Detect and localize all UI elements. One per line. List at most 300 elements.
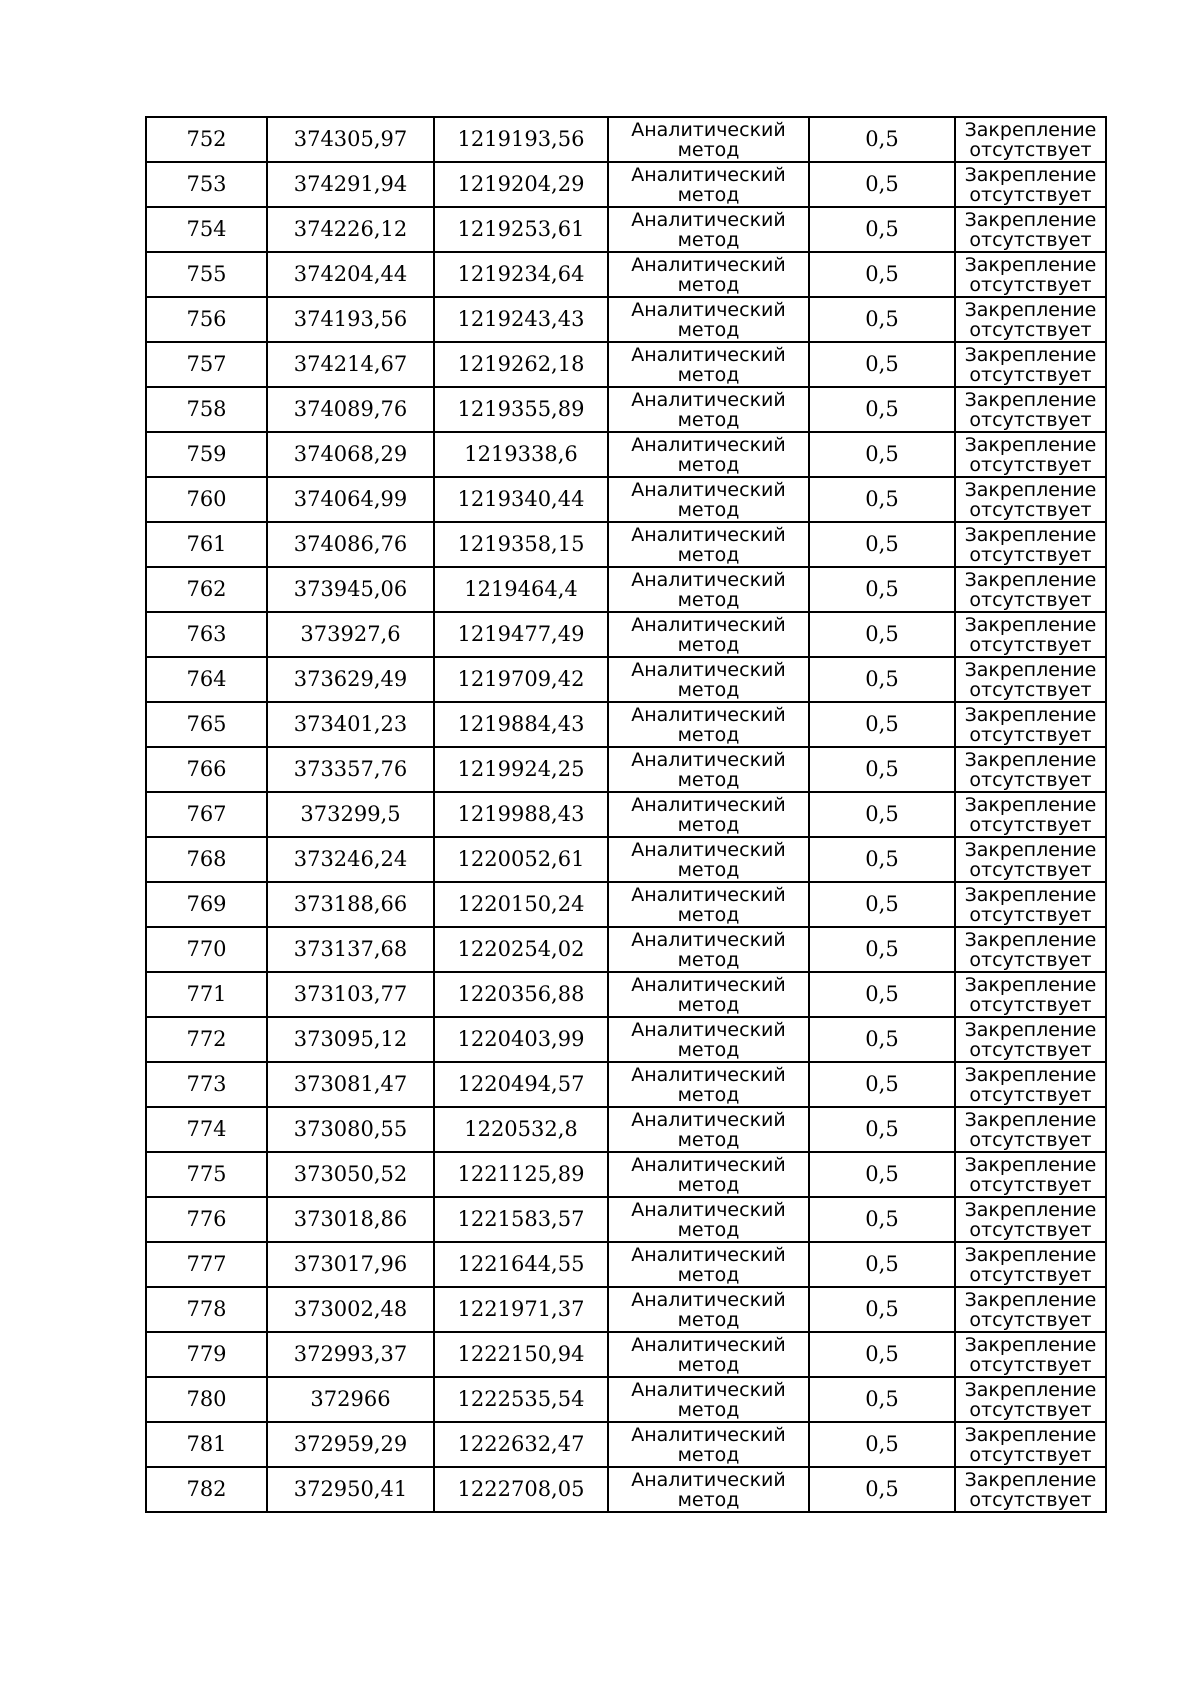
y-coordinate-cell: 1220532,8 <box>434 1107 608 1152</box>
method-text-line: метод <box>677 318 740 341</box>
fixing-cell <box>955 297 1106 342</box>
y-coordinate-cell: 1219253,61 <box>434 207 608 252</box>
fixing-text-line: Закрепление <box>964 658 1097 681</box>
method-cell <box>608 1062 809 1107</box>
x-coordinate-cell: 373018,86 <box>267 1197 434 1242</box>
point-number-cell: 781 <box>146 1422 267 1467</box>
method-text-line: метод <box>677 408 740 431</box>
method-text-line: метод <box>677 1308 740 1331</box>
accuracy-cell: 0,5 <box>809 1152 955 1197</box>
method-text-line: метод <box>677 1398 740 1421</box>
method-text-line: метод <box>677 273 740 296</box>
table-row <box>146 747 1106 792</box>
method-cell <box>608 522 809 567</box>
y-coordinate-cell: 1220052,61 <box>434 837 608 882</box>
fixing-text-line: Закрепление <box>964 1018 1097 1041</box>
y-coordinate-cell: 1219338,6 <box>434 432 608 477</box>
x-coordinate-cell: 373188,66 <box>267 882 434 927</box>
accuracy-cell: 0,5 <box>809 252 955 297</box>
table-row <box>146 387 1106 432</box>
accuracy-cell: 0,5 <box>809 1332 955 1377</box>
accuracy-cell: 0,5 <box>809 702 955 747</box>
y-coordinate-cell: 1219193,56 <box>434 117 608 162</box>
table-row <box>146 207 1106 252</box>
fixing-text-line: отсутствует <box>969 1263 1092 1286</box>
method-cell <box>608 1152 809 1197</box>
x-coordinate-cell: 373299,5 <box>267 792 434 837</box>
method-cell <box>608 297 809 342</box>
fixing-text-line: Закрепление <box>964 1468 1097 1491</box>
fixing-cell <box>955 1107 1106 1152</box>
method-cell <box>608 162 809 207</box>
y-coordinate-cell: 1219464,4 <box>434 567 608 612</box>
accuracy-cell: 0,5 <box>809 567 955 612</box>
method-cell <box>608 1287 809 1332</box>
method-text-line: Аналитический <box>631 658 786 681</box>
fixing-text-line: отсутствует <box>969 453 1092 476</box>
fixing-cell <box>955 387 1106 432</box>
fixing-text-line: отсутствует <box>969 228 1092 251</box>
fixing-text-line: Закрепление <box>964 703 1097 726</box>
x-coordinate-cell: 373080,55 <box>267 1107 434 1152</box>
x-coordinate-cell: 373002,48 <box>267 1287 434 1332</box>
y-coordinate-cell: 1221644,55 <box>434 1242 608 1287</box>
accuracy-cell: 0,5 <box>809 1287 955 1332</box>
fixing-cell <box>955 207 1106 252</box>
method-text-line: Аналитический <box>631 748 786 771</box>
accuracy-cell: 0,5 <box>809 837 955 882</box>
method-text-line: метод <box>677 1173 740 1196</box>
point-number-cell: 766 <box>146 747 267 792</box>
point-number-cell: 777 <box>146 1242 267 1287</box>
fixing-cell <box>955 1422 1106 1467</box>
method-text-line: Аналитический <box>631 928 786 951</box>
y-coordinate-cell: 1219340,44 <box>434 477 608 522</box>
method-cell <box>608 927 809 972</box>
method-cell <box>608 882 809 927</box>
accuracy-cell: 0,5 <box>809 207 955 252</box>
fixing-text-line: отсутствует <box>969 1353 1092 1376</box>
method-text-line: метод <box>677 1263 740 1286</box>
fixing-cell <box>955 432 1106 477</box>
method-text-line: Аналитический <box>631 298 786 321</box>
accuracy-cell: 0,5 <box>809 1107 955 1152</box>
accuracy-cell: 0,5 <box>809 792 955 837</box>
x-coordinate-cell: 372966 <box>267 1377 434 1422</box>
fixing-cell <box>955 162 1106 207</box>
x-coordinate-cell: 373095,12 <box>267 1017 434 1062</box>
point-number-cell: 768 <box>146 837 267 882</box>
method-text-line: метод <box>677 588 740 611</box>
fixing-text-line: отсутствует <box>969 813 1092 836</box>
table-row <box>146 1197 1106 1242</box>
table-row <box>146 297 1106 342</box>
y-coordinate-cell: 1222708,05 <box>434 1467 608 1512</box>
method-cell <box>608 1377 809 1422</box>
method-text-line: Аналитический <box>631 1468 786 1491</box>
point-number-cell: 759 <box>146 432 267 477</box>
method-text-line: Аналитический <box>631 838 786 861</box>
fixing-cell <box>955 1287 1106 1332</box>
x-coordinate-cell: 374086,76 <box>267 522 434 567</box>
method-text-line: Аналитический <box>631 793 786 816</box>
table-row <box>146 1242 1106 1287</box>
fixing-text-line: отсутствует <box>969 498 1092 521</box>
fixing-text-line: Закрепление <box>964 388 1097 411</box>
x-coordinate-cell: 373927,6 <box>267 612 434 657</box>
accuracy-cell: 0,5 <box>809 747 955 792</box>
fixing-text-line: отсутствует <box>969 183 1092 206</box>
method-text-line: метод <box>677 813 740 836</box>
point-number-cell: 782 <box>146 1467 267 1512</box>
x-coordinate-cell: 374305,97 <box>267 117 434 162</box>
table-row <box>146 432 1106 477</box>
table-row <box>146 702 1106 747</box>
fixing-text-line: Закрепление <box>964 523 1097 546</box>
x-coordinate-cell: 374204,44 <box>267 252 434 297</box>
fixing-cell <box>955 792 1106 837</box>
fixing-cell <box>955 612 1106 657</box>
accuracy-cell: 0,5 <box>809 1422 955 1467</box>
fixing-text-line: отсутствует <box>969 1443 1092 1466</box>
accuracy-cell: 0,5 <box>809 387 955 432</box>
y-coordinate-cell: 1222150,94 <box>434 1332 608 1377</box>
method-text-line: метод <box>677 363 740 386</box>
x-coordinate-cell: 373103,77 <box>267 972 434 1017</box>
method-text-line: Аналитический <box>631 1243 786 1266</box>
accuracy-cell: 0,5 <box>809 657 955 702</box>
fixing-cell <box>955 522 1106 567</box>
method-cell <box>608 252 809 297</box>
fixing-text-line: Закрепление <box>964 343 1097 366</box>
method-text-line: Аналитический <box>631 523 786 546</box>
accuracy-cell: 0,5 <box>809 1062 955 1107</box>
x-coordinate-cell: 373401,23 <box>267 702 434 747</box>
y-coordinate-cell: 1219988,43 <box>434 792 608 837</box>
point-number-cell: 770 <box>146 927 267 972</box>
table-row <box>146 117 1106 162</box>
table-row <box>146 1017 1106 1062</box>
fixing-text-line: отсутствует <box>969 408 1092 431</box>
accuracy-cell: 0,5 <box>809 117 955 162</box>
table-row <box>146 342 1106 387</box>
fixing-text-line: Закрепление <box>964 1288 1097 1311</box>
method-cell <box>608 117 809 162</box>
y-coordinate-cell: 1219262,18 <box>434 342 608 387</box>
point-number-cell: 773 <box>146 1062 267 1107</box>
method-cell <box>608 1242 809 1287</box>
table-row <box>146 927 1106 972</box>
table-row <box>146 1422 1106 1467</box>
method-text-line: Аналитический <box>631 568 786 591</box>
fixing-text-line: Закрепление <box>964 1423 1097 1446</box>
fixing-text-line: отсутствует <box>969 1038 1092 1061</box>
fixing-text-line: Закрепление <box>964 1378 1097 1401</box>
table-body <box>146 117 1106 1512</box>
fixing-text-line: Закрепление <box>964 118 1097 141</box>
x-coordinate-cell: 373357,76 <box>267 747 434 792</box>
table-row <box>146 972 1106 1017</box>
method-cell <box>608 387 809 432</box>
accuracy-cell: 0,5 <box>809 612 955 657</box>
fixing-text-line: Закрепление <box>964 253 1097 276</box>
y-coordinate-cell: 1220494,57 <box>434 1062 608 1107</box>
fixing-text-line: отсутствует <box>969 1398 1092 1421</box>
method-text-line: метод <box>677 453 740 476</box>
method-text-line: метод <box>677 948 740 971</box>
point-number-cell: 780 <box>146 1377 267 1422</box>
point-number-cell: 761 <box>146 522 267 567</box>
table-row <box>146 1062 1106 1107</box>
method-cell <box>608 342 809 387</box>
fixing-text-line: отсутствует <box>969 138 1092 161</box>
accuracy-cell: 0,5 <box>809 342 955 387</box>
fixing-text-line: отсутствует <box>969 1218 1092 1241</box>
fixing-cell <box>955 702 1106 747</box>
y-coordinate-cell: 1222535,54 <box>434 1377 608 1422</box>
table-row <box>146 477 1106 522</box>
y-coordinate-cell: 1219234,64 <box>434 252 608 297</box>
table-row <box>146 882 1106 927</box>
fixing-text-line: Закрепление <box>964 433 1097 456</box>
x-coordinate-cell: 373050,52 <box>267 1152 434 1197</box>
point-number-cell: 765 <box>146 702 267 747</box>
table-row <box>146 1377 1106 1422</box>
y-coordinate-cell: 1220356,88 <box>434 972 608 1017</box>
accuracy-cell: 0,5 <box>809 522 955 567</box>
fixing-text-line: отсутствует <box>969 273 1092 296</box>
point-number-cell: 758 <box>146 387 267 432</box>
fixing-text-line: Закрепление <box>964 163 1097 186</box>
x-coordinate-cell: 374214,67 <box>267 342 434 387</box>
point-number-cell: 772 <box>146 1017 267 1062</box>
y-coordinate-cell: 1219884,43 <box>434 702 608 747</box>
fixing-text-line: отсутствует <box>969 948 1092 971</box>
fixing-text-line: отсутствует <box>969 768 1092 791</box>
fixing-cell <box>955 657 1106 702</box>
fixing-cell <box>955 1152 1106 1197</box>
fixing-cell <box>955 972 1106 1017</box>
method-text-line: Аналитический <box>631 118 786 141</box>
method-text-line: Аналитический <box>631 478 786 501</box>
fixing-text-line: отсутствует <box>969 633 1092 656</box>
fixing-text-line: Закрепление <box>964 883 1097 906</box>
accuracy-cell: 0,5 <box>809 1197 955 1242</box>
y-coordinate-cell: 1219243,43 <box>434 297 608 342</box>
table-row <box>146 612 1106 657</box>
method-cell <box>608 1197 809 1242</box>
method-text-line: Аналитический <box>631 433 786 456</box>
fixing-cell <box>955 117 1106 162</box>
fixing-text-line: Закрепление <box>964 208 1097 231</box>
method-text-line: метод <box>677 228 740 251</box>
point-number-cell: 775 <box>146 1152 267 1197</box>
accuracy-cell: 0,5 <box>809 1377 955 1422</box>
method-text-line: метод <box>677 183 740 206</box>
y-coordinate-cell: 1219358,15 <box>434 522 608 567</box>
fixing-text-line: отсутствует <box>969 678 1092 701</box>
x-coordinate-cell: 374089,76 <box>267 387 434 432</box>
coordinates-table <box>145 116 1107 1513</box>
fixing-cell <box>955 1242 1106 1287</box>
method-cell <box>608 657 809 702</box>
x-coordinate-cell: 373137,68 <box>267 927 434 972</box>
fixing-cell <box>955 747 1106 792</box>
point-number-cell: 771 <box>146 972 267 1017</box>
method-text-line: Аналитический <box>631 388 786 411</box>
fixing-text-line: Закрепление <box>964 928 1097 951</box>
fixing-text-line: отсутствует <box>969 1308 1092 1331</box>
table-row <box>146 252 1106 297</box>
y-coordinate-cell: 1219924,25 <box>434 747 608 792</box>
table-row <box>146 1107 1106 1152</box>
fixing-text-line: отсутствует <box>969 318 1092 341</box>
point-number-cell: 755 <box>146 252 267 297</box>
point-number-cell: 774 <box>146 1107 267 1152</box>
method-text-line: метод <box>677 138 740 161</box>
point-number-cell: 752 <box>146 117 267 162</box>
accuracy-cell: 0,5 <box>809 882 955 927</box>
method-text-line: Аналитический <box>631 163 786 186</box>
x-coordinate-cell: 372950,41 <box>267 1467 434 1512</box>
point-number-cell: 753 <box>146 162 267 207</box>
accuracy-cell: 0,5 <box>809 477 955 522</box>
method-text-line: метод <box>677 1443 740 1466</box>
fixing-text-line: Закрепление <box>964 793 1097 816</box>
point-number-cell: 767 <box>146 792 267 837</box>
method-cell <box>608 432 809 477</box>
method-text-line: Аналитический <box>631 1063 786 1086</box>
method-text-line: Аналитический <box>631 613 786 636</box>
table-row <box>146 1332 1106 1377</box>
y-coordinate-cell: 1220403,99 <box>434 1017 608 1062</box>
fixing-cell <box>955 567 1106 612</box>
method-cell <box>608 1332 809 1377</box>
y-coordinate-cell: 1221583,57 <box>434 1197 608 1242</box>
fixing-text-line: отсутствует <box>969 858 1092 881</box>
method-text-line: метод <box>677 768 740 791</box>
method-cell <box>608 477 809 522</box>
method-text-line: Аналитический <box>631 1378 786 1401</box>
x-coordinate-cell: 374068,29 <box>267 432 434 477</box>
fixing-text-line: Закрепление <box>964 1243 1097 1266</box>
y-coordinate-cell: 1222632,47 <box>434 1422 608 1467</box>
fixing-cell <box>955 1377 1106 1422</box>
method-text-line: метод <box>677 993 740 1016</box>
method-text-line: Аналитический <box>631 703 786 726</box>
method-text-line: Аналитический <box>631 1423 786 1446</box>
method-cell <box>608 1422 809 1467</box>
method-cell <box>608 567 809 612</box>
fixing-text-line: отсутствует <box>969 363 1092 386</box>
y-coordinate-cell: 1219204,29 <box>434 162 608 207</box>
fixing-text-line: Закрепление <box>964 613 1097 636</box>
fixing-text-line: Закрепление <box>964 1198 1097 1221</box>
method-text-line: метод <box>677 1128 740 1151</box>
method-text-line: метод <box>677 1083 740 1106</box>
fixing-text-line: отсутствует <box>969 723 1092 746</box>
x-coordinate-cell: 373017,96 <box>267 1242 434 1287</box>
fixing-text-line: отсутствует <box>969 993 1092 1016</box>
method-text-line: Аналитический <box>631 1333 786 1356</box>
method-cell <box>608 792 809 837</box>
point-number-cell: 756 <box>146 297 267 342</box>
y-coordinate-cell: 1220150,24 <box>434 882 608 927</box>
method-text-line: Аналитический <box>631 343 786 366</box>
point-number-cell: 760 <box>146 477 267 522</box>
method-cell <box>608 1467 809 1512</box>
accuracy-cell: 0,5 <box>809 1017 955 1062</box>
fixing-cell <box>955 1017 1106 1062</box>
method-cell <box>608 1017 809 1062</box>
fixing-cell <box>955 1062 1106 1107</box>
fixing-text-line: Закрепление <box>964 568 1097 591</box>
fixing-text-line: Закрепление <box>964 1108 1097 1131</box>
fixing-text-line: Закрепление <box>964 973 1097 996</box>
method-text-line: метод <box>677 1218 740 1241</box>
method-cell <box>608 747 809 792</box>
fixing-text-line: Закрепление <box>964 478 1097 501</box>
table-row <box>146 657 1106 702</box>
method-cell <box>608 612 809 657</box>
method-text-line: Аналитический <box>631 1288 786 1311</box>
point-number-cell: 763 <box>146 612 267 657</box>
fixing-text-line: Закрепление <box>964 1333 1097 1356</box>
fixing-cell <box>955 927 1106 972</box>
fixing-cell <box>955 477 1106 522</box>
x-coordinate-cell: 374291,94 <box>267 162 434 207</box>
table-row <box>146 1152 1106 1197</box>
x-coordinate-cell: 374226,12 <box>267 207 434 252</box>
method-text-line: метод <box>677 543 740 566</box>
method-text-line: метод <box>677 1038 740 1061</box>
x-coordinate-cell: 373629,49 <box>267 657 434 702</box>
x-coordinate-cell: 372993,37 <box>267 1332 434 1377</box>
fixing-text-line: отсутствует <box>969 903 1092 926</box>
y-coordinate-cell: 1221125,89 <box>434 1152 608 1197</box>
fixing-text-line: Закрепление <box>964 298 1097 321</box>
x-coordinate-cell: 374064,99 <box>267 477 434 522</box>
fixing-text-line: отсутствует <box>969 1128 1092 1151</box>
table-row <box>146 1287 1106 1332</box>
method-text-line: метод <box>677 498 740 521</box>
x-coordinate-cell: 374193,56 <box>267 297 434 342</box>
fixing-cell <box>955 1197 1106 1242</box>
fixing-text-line: Закрепление <box>964 1153 1097 1176</box>
method-text-line: метод <box>677 723 740 746</box>
accuracy-cell: 0,5 <box>809 972 955 1017</box>
fixing-text-line: отсутствует <box>969 1488 1092 1511</box>
point-number-cell: 776 <box>146 1197 267 1242</box>
x-coordinate-cell: 373246,24 <box>267 837 434 882</box>
fixing-cell <box>955 1467 1106 1512</box>
y-coordinate-cell: 1221971,37 <box>434 1287 608 1332</box>
table-row <box>146 522 1106 567</box>
point-number-cell: 764 <box>146 657 267 702</box>
fixing-text-line: Закрепление <box>964 748 1097 771</box>
fixing-text-line: Закрепление <box>964 1063 1097 1086</box>
accuracy-cell: 0,5 <box>809 1242 955 1287</box>
method-text-line: метод <box>677 1488 740 1511</box>
point-number-cell: 754 <box>146 207 267 252</box>
method-cell <box>608 972 809 1017</box>
accuracy-cell: 0,5 <box>809 297 955 342</box>
point-number-cell: 779 <box>146 1332 267 1377</box>
method-text-line: Аналитический <box>631 883 786 906</box>
x-coordinate-cell: 373081,47 <box>267 1062 434 1107</box>
y-coordinate-cell: 1220254,02 <box>434 927 608 972</box>
method-text-line: Аналитический <box>631 973 786 996</box>
